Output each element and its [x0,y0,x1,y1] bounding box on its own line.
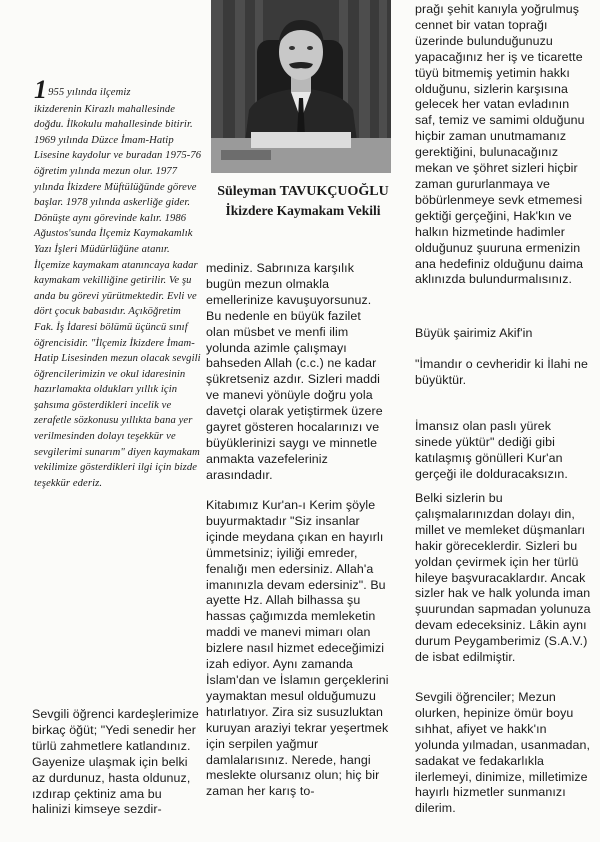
article-column-3-part-6 [415,690,591,817]
article-column-1 [32,707,202,818]
article-column-3-part-4 [415,419,591,483]
article-paragraph: İmansız olan paslı yürek sinede yüktür" dediği gibi katılaşmış gönülleri Kur'an gerçeği ile dolduracaksızın. [415,419,568,481]
article-paragraph: Sevgili öğrenciler; Mezun olurken, hepinize ömür boyu sıhhat, afiyet ve hakk'ın yolunda yılmadan, usanmadan, sadakat ve fedakarlıkla ilerlemeyi, dinimize, milletimize hayırlı hizmetler sunmanızı dilerim. [415,690,591,816]
article-paragraph: Sevgili öğrenci kardeşlerimize birkaç öğüt; "Yedi senedir her türlü zahmetlere katlandınız. Gayenize ulaşmak için belki az durdunuz, hasta oldunuz, ızdırap çektiniz ama bu halinizi kimseye sezdir- [32,707,199,817]
article-paragraph: Büyük şairimiz Akif'in [415,326,533,340]
poem-quote: "İmandır o cevheridir ki İlahi ne büyüktür. [415,357,588,387]
drop-cap: 1 [34,75,48,104]
article-paragraph: Belki sizlerin bu çalışmalarınızdan dolayı din, millet ve memleket düşmanları hakir göreceklerdir. Sizleri bu yoldan çevirmek için her türlü hileye başvuracaklardır. Ancak sizler hak ve halk yolunda iman şuurundan sapmadan yolunuza devam edeceksiniz. Lâkin aynı durum Peygamberimiz (S.A.V.) de isbat edilmiştir. [415,491,591,665]
article-column-3-part-2 [415,326,591,342]
article-column-3-part-3 [415,357,591,389]
article-column-3-part-5 [415,491,595,666]
caption-name: Süleyman TAVUKÇUOĞLU [217,184,389,199]
article-column-3-part-1 [415,2,591,288]
article-column-2-top [206,261,384,484]
article-paragraph: Kitabımız Kur'an-ı Kerim şöyle buyurmaktadır "Siz insanlar içinde meydana çıkan en hayırlı ümmetsiniz; iyiliği emreder, fenalığı men edersiniz. Allah'a imanınızla devam edersiniz". Bu ayette Hz. Allah bilhassa şu hassas çağımızda memleketin maddi ve manevi mimarı olan bizlere nasıl hizmet edeceğimizi izah ediyor. Aynı zamanda İslam'dan ve İslamın gerçeklerini yaymaktan mesul olduğumuzu hatırlatıyor. Zira siz susuzluktan kuruyan araziyi tekrar yeşertmek için serpilen yağmur damlalarısınız. Nerede, hangi meslekte olursanız olun; hiç bir zaman her karış to- [206,498,389,799]
bio-opening: 955 yılında ilçemiz [48,87,131,98]
photo-caption [208,182,398,220]
bio-text: ikizderenin Kirazlı mahallesinde doğdu. İlkokulu mahallesinde bitirir. 1969 yılında Düzce İmam-Hatip Lisesine kaydolur ve buradan 1975-76 öğretim yılında mezun olur. 1977 yılında İkizdere Müftülüğünde göreve başlar. 1978 yılında askerliğe gider. Dönüşte aynı görevinde kalır. 1986 Ağustos'sunda İlçemiz Kaymakamlık Yazı İşleri Müdürlüğüne atanır. İlçemize kaymakam atanıncaya kadar kaymakam vekilliğine getirilir. Ve şu anda bu görevi yürütmektedir. Evli ve dört çocuk babasıdır. Açıköğretim Fak. İş İdaresi bölümü üçüncü sınıf öğrencisidir. "İlçemiz İkizdere İmam-Hatip Lisesinden mezun olacak sevgili öğrencilerimizin ve okul idaresinin hazırlamakta oldukları yıllık için şahsıma gösterdikleri incelik ve zerafetle sözkonusu yıllıkta bana yer verilmesinden dolayı teşekkür ve sevgilerimi sunarım" diyen kaymakam vekilimize gösterdikleri ilgi için bizde teşekkür ederiz. [34,103,202,489]
bio-first-line [34,75,202,104]
article-paragraph: prağı şehit kanıyla yoğrulmuş cennet bir vatan toprağı üzerinde bulunduğunuzu yapacağınız her iş ve ticarette tüyü bitmemiş yetimin hakkı olduğunu, sizlerin karşısına gelecek her vatan evladının saf, temiz ve samimi olduğunu hiçbir zaman unutmamanız gerektiğini, bulunacağınız mekan ve şöhret sizleri hiçbir zaman gururlanmaya ve böbürlenmeye sevk etmemesi gektiği gerçeğini, Hak'kın ve halkın hizmetinde hadimler olduğunuz şuuruna ermenizin ana hedefiniz olduğunu daima aklınızda bulundurmalısınız. [415,2,585,287]
portrait-illustration [211,0,391,173]
caption-title: İkizdere Kaymakam Vekili [225,203,381,218]
portrait-photo [211,0,391,173]
article-paragraph: mediniz. Sabrınıza karşılık bugün mezun olmakla emellerinize kavuşuyorsunuz. Bu nedenle en büyük fazilet olan müsbet ve menfi ilim yolunda azimle çalışmayı bahseden Allah (c.c.) ne kadar şükretseniz azdır. Sizleri maddi ve manevi yönüyle doğru yola davetçi olarak yetiştirmek üzere gayret gösteren hocalarınızı ve büyüklerinizi saygı ve minnetle anmakta vazefeleriniz arasındadır. [206,261,383,482]
article-column-2-bottom [206,498,390,800]
biography-column [34,75,202,491]
